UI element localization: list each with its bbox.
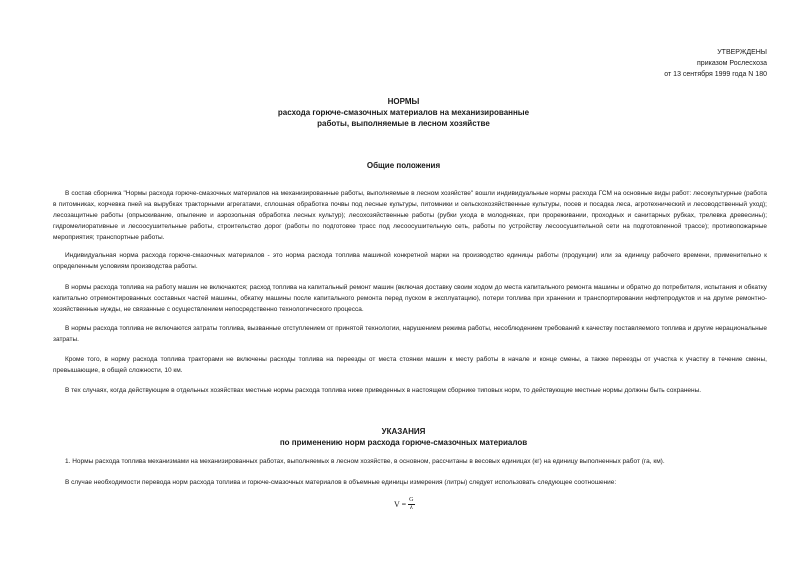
instructions-paragraph-1: 1. Нормы расхода топлива механизмами на механизированных работах, выполняемых в лесном хозяйстве, в основном, рассчитаны в весовых единицах (кг) на единицу выполненных работ (га, км).: [65, 458, 665, 465]
general-paragraph-2: Индивидуальная норма расхода горюче-смазочных материалов - это норма расхода топлива машиной конкретной марки на производство единицы работы (продукции) или за единицу рабочего времени, применительно к определенным условиям производства работы.: [53, 252, 767, 270]
title-line-3: работы, выполняемые в лесном хозяйстве: [317, 119, 490, 128]
approval-stamp: [664, 47, 767, 80]
general-paragraph-1: В состав сборника "Нормы расхода горюче-смазочных материалов на механизированные работы, выполняемые в лесном хозяйстве" вошли индивидуальные нормы расхода ГСМ на основные виды работ: лесокультурные (работа в питомниках, корчевка пней на вырубках тракторными агрегатами, сплошная обработка почвы под лесные культуры, питомники и сельскохозяйственные культуры, посев и посадка леса, агротехнический и лесоводственный уход); лесозащитные работы (опрыскивание, опыление и аэрозольная обработка лесных культур); лесохозяйственные работы (рубки ухода в молодняках, при прореживании, проходных и санитарных рубках, трелевка древесины); гидромелиоративные и лесоосушительные работы, строительство дорог (работы по подготовке трасс под лесоосушительную сеть, работы по устройству лесоосушительной сети на подготовленной трассе); противопожарные мероприятия; транспортные работы.: [53, 190, 767, 241]
formula-lhs: V =: [394, 500, 407, 509]
conversion-formula: [394, 497, 415, 512]
general-paragraph-4: В нормы расхода топлива не включаются затраты топлива, вызванные отступлением от принятой технологии, нарушением режима работы, несоблюдением требований к качеству поставляемого топлива и другие нерациональные затраты.: [53, 325, 767, 343]
title-line-2: расхода горюче-смазочных материалов на механизированные: [277, 108, 530, 117]
general-paragraph-6: В тех случаях, когда действующие в отдельных хозяйствах местные нормы расхода топлива ниже приведенных в настоящем сборнике типовых норм, то действующие местные нормы должны быть сохранены.: [65, 387, 702, 394]
approval-line-3: от 13 сентября 1999 года N 180: [664, 71, 767, 78]
general-heading: Общие положения: [366, 161, 441, 170]
instructions-paragraph-2: В случае необходимости перевода норм расхода топлива и горюче-смазочных материалов в объемные единицы измерения (литры) следует использовать следующее соотношение:: [65, 479, 617, 486]
title-line-1: НОРМЫ: [387, 97, 420, 106]
instructions-heading: [0, 426, 807, 448]
approval-line-1: УТВЕРЖДЕНЫ: [717, 49, 767, 56]
formula-numerator: G: [409, 497, 414, 503]
formula-denominator: λ: [409, 505, 413, 511]
document-title: [0, 96, 807, 129]
formula-fraction: [408, 497, 414, 512]
approval-line-2: приказом Рослесхоза: [697, 60, 767, 67]
instructions-heading-2: по применению норм расхода горюче-смазочных материалов: [279, 438, 528, 447]
general-paragraph-3: В нормы расхода топлива на работу машин не включаются; расход топлива на капитальный ремонт машин (включая доставку своим ходом до места капитального ремонта машины и обратно до потребителя, испытания и обкатку капитально отремонтированных составных частей машины, обкатку машины после капитального ремонта перед пуском в эксплуатацию), потери топлива при хранении и транспортировании нефтепродуктов и на другие ремонтно-хозяйственные нужды, не связанные с осуществлением непосредственно технологического процесса.: [53, 284, 767, 313]
instructions-heading-1: УКАЗАНИЯ: [381, 427, 426, 436]
general-paragraph-5: Кроме того, в норму расхода топлива тракторами не включены расходы топлива на переезды от места стоянки машин к месту работы в начале и конце смены, а также переезды от участка к участку в течение смены, превышающие, в общей сложности, 10 км.: [53, 356, 767, 374]
